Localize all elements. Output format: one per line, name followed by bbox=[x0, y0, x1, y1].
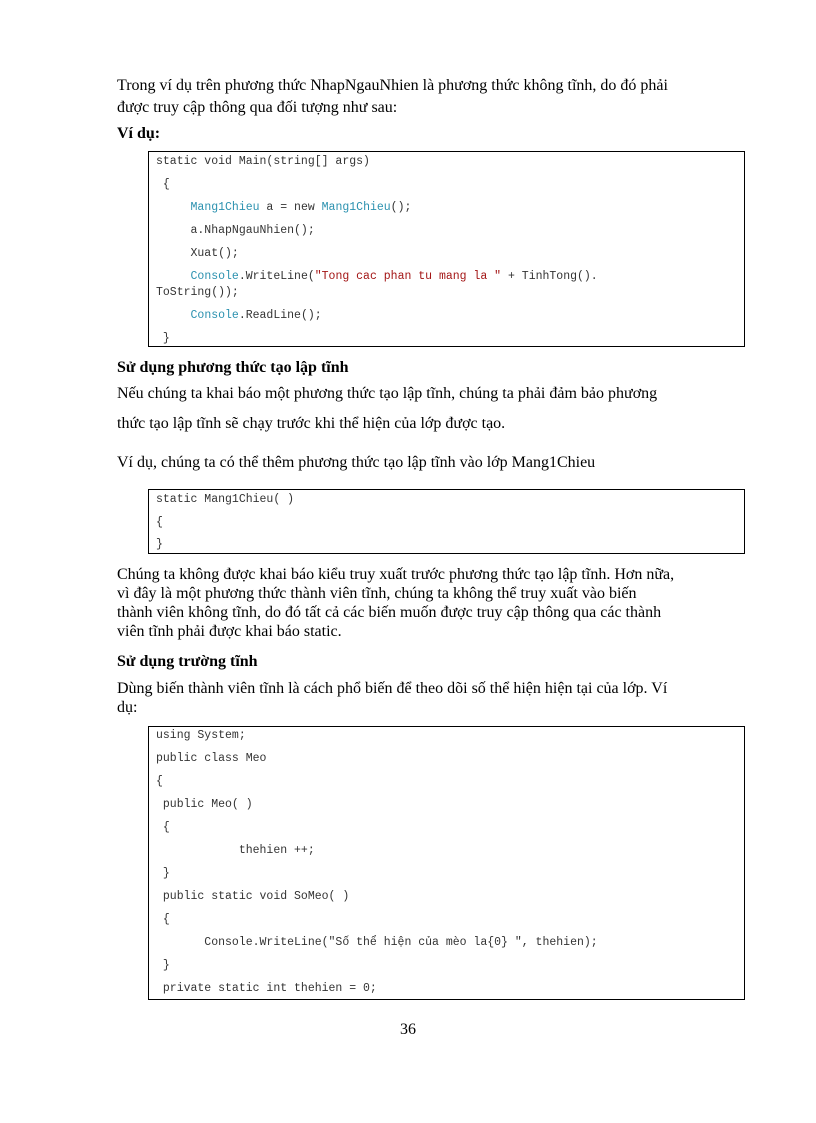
code-line: { bbox=[156, 516, 163, 529]
code-line: { bbox=[156, 821, 170, 834]
code-line: { bbox=[156, 178, 170, 191]
code-line: static void Main(string[] args) bbox=[156, 155, 370, 168]
section-heading-static-constructor: Sử dụng phương thức tạo lập tĩnh bbox=[117, 359, 349, 376]
example-label: Ví dụ: bbox=[117, 125, 161, 142]
paragraph-intro-line1: Trong ví dụ trên phương thức NhapNgauNhien là phương thức không tĩnh, do đó phải bbox=[117, 77, 668, 94]
code-line: static Mang1Chieu( ) bbox=[156, 493, 295, 506]
code-line: Console.WriteLine("Tong cac phan tu mang la " + TinhTong(). bbox=[190, 270, 598, 283]
code-line: { bbox=[156, 775, 163, 788]
code-block-main bbox=[148, 151, 745, 347]
code-block-static-constructor bbox=[148, 489, 745, 554]
code-line: Xuat(); bbox=[156, 247, 239, 260]
code-line: } bbox=[156, 959, 170, 972]
paragraph-intro-line2: được truy cập thông qua đối tượng như sau: bbox=[117, 99, 398, 116]
code-line: private static int thehien = 0; bbox=[156, 982, 377, 995]
section-heading-static-field: Sử dụng trường tĩnh bbox=[117, 653, 258, 670]
paragraph-access-line2: vì đây là một phương thức thành viên tĩnh, chúng ta không thể truy xuất vào biến bbox=[117, 585, 637, 602]
code-line: thehien ++; bbox=[156, 844, 315, 857]
code-line: } bbox=[156, 867, 170, 880]
code-line: Mang1Chieu a = new Mang1Chieu(); bbox=[190, 201, 412, 214]
paragraph-static-constructor-line2: thức tạo lập tĩnh sẽ chạy trước khi thể hiện của lớp được tạo. bbox=[117, 415, 506, 432]
code-line: public static void SoMeo( ) bbox=[156, 890, 350, 903]
code-line: ToString()); bbox=[156, 286, 239, 299]
code-line: { bbox=[156, 913, 170, 926]
paragraph-static-constructor-line1: Nếu chúng ta khai báo một phương thức tạo lập tĩnh, chúng ta phải đảm bảo phương bbox=[117, 385, 658, 402]
paragraph-access-line3: thành viên không tĩnh, do đó tất cả các biến muốn được truy cập thông qua các thành bbox=[117, 604, 662, 621]
code-line: using System; bbox=[156, 729, 246, 742]
code-block-meo-class bbox=[148, 726, 745, 1000]
paragraph-access-line1: Chúng ta không được khai báo kiểu truy xuất trước phương thức tạo lập tĩnh. Hơn nữa, bbox=[117, 566, 675, 583]
code-line: Console.ReadLine(); bbox=[190, 309, 322, 322]
code-line: public Meo( ) bbox=[156, 798, 253, 811]
code-line: } bbox=[156, 332, 170, 345]
code-line: a.NhapNgauNhien(); bbox=[156, 224, 315, 237]
paragraph-access-line4: viên tĩnh phải được khai báo static. bbox=[117, 623, 342, 640]
paragraph-static-field-line1: Dùng biến thành viên tĩnh là cách phổ biến để theo dõi số thể hiện hiện tại của lớp. Ví bbox=[117, 680, 668, 697]
page-number: 36 bbox=[400, 1021, 416, 1038]
code-line: Console.WriteLine("Số thể hiện của mèo la{0} ", thehien); bbox=[156, 936, 598, 949]
paragraph-example-add: Ví dụ, chúng ta có thể thêm phương thức tạo lập tĩnh vào lớp Mang1Chieu bbox=[117, 454, 596, 471]
paragraph-static-field-line2: dụ: bbox=[117, 699, 138, 716]
code-line: } bbox=[156, 538, 163, 551]
code-line: public class Meo bbox=[156, 752, 267, 765]
